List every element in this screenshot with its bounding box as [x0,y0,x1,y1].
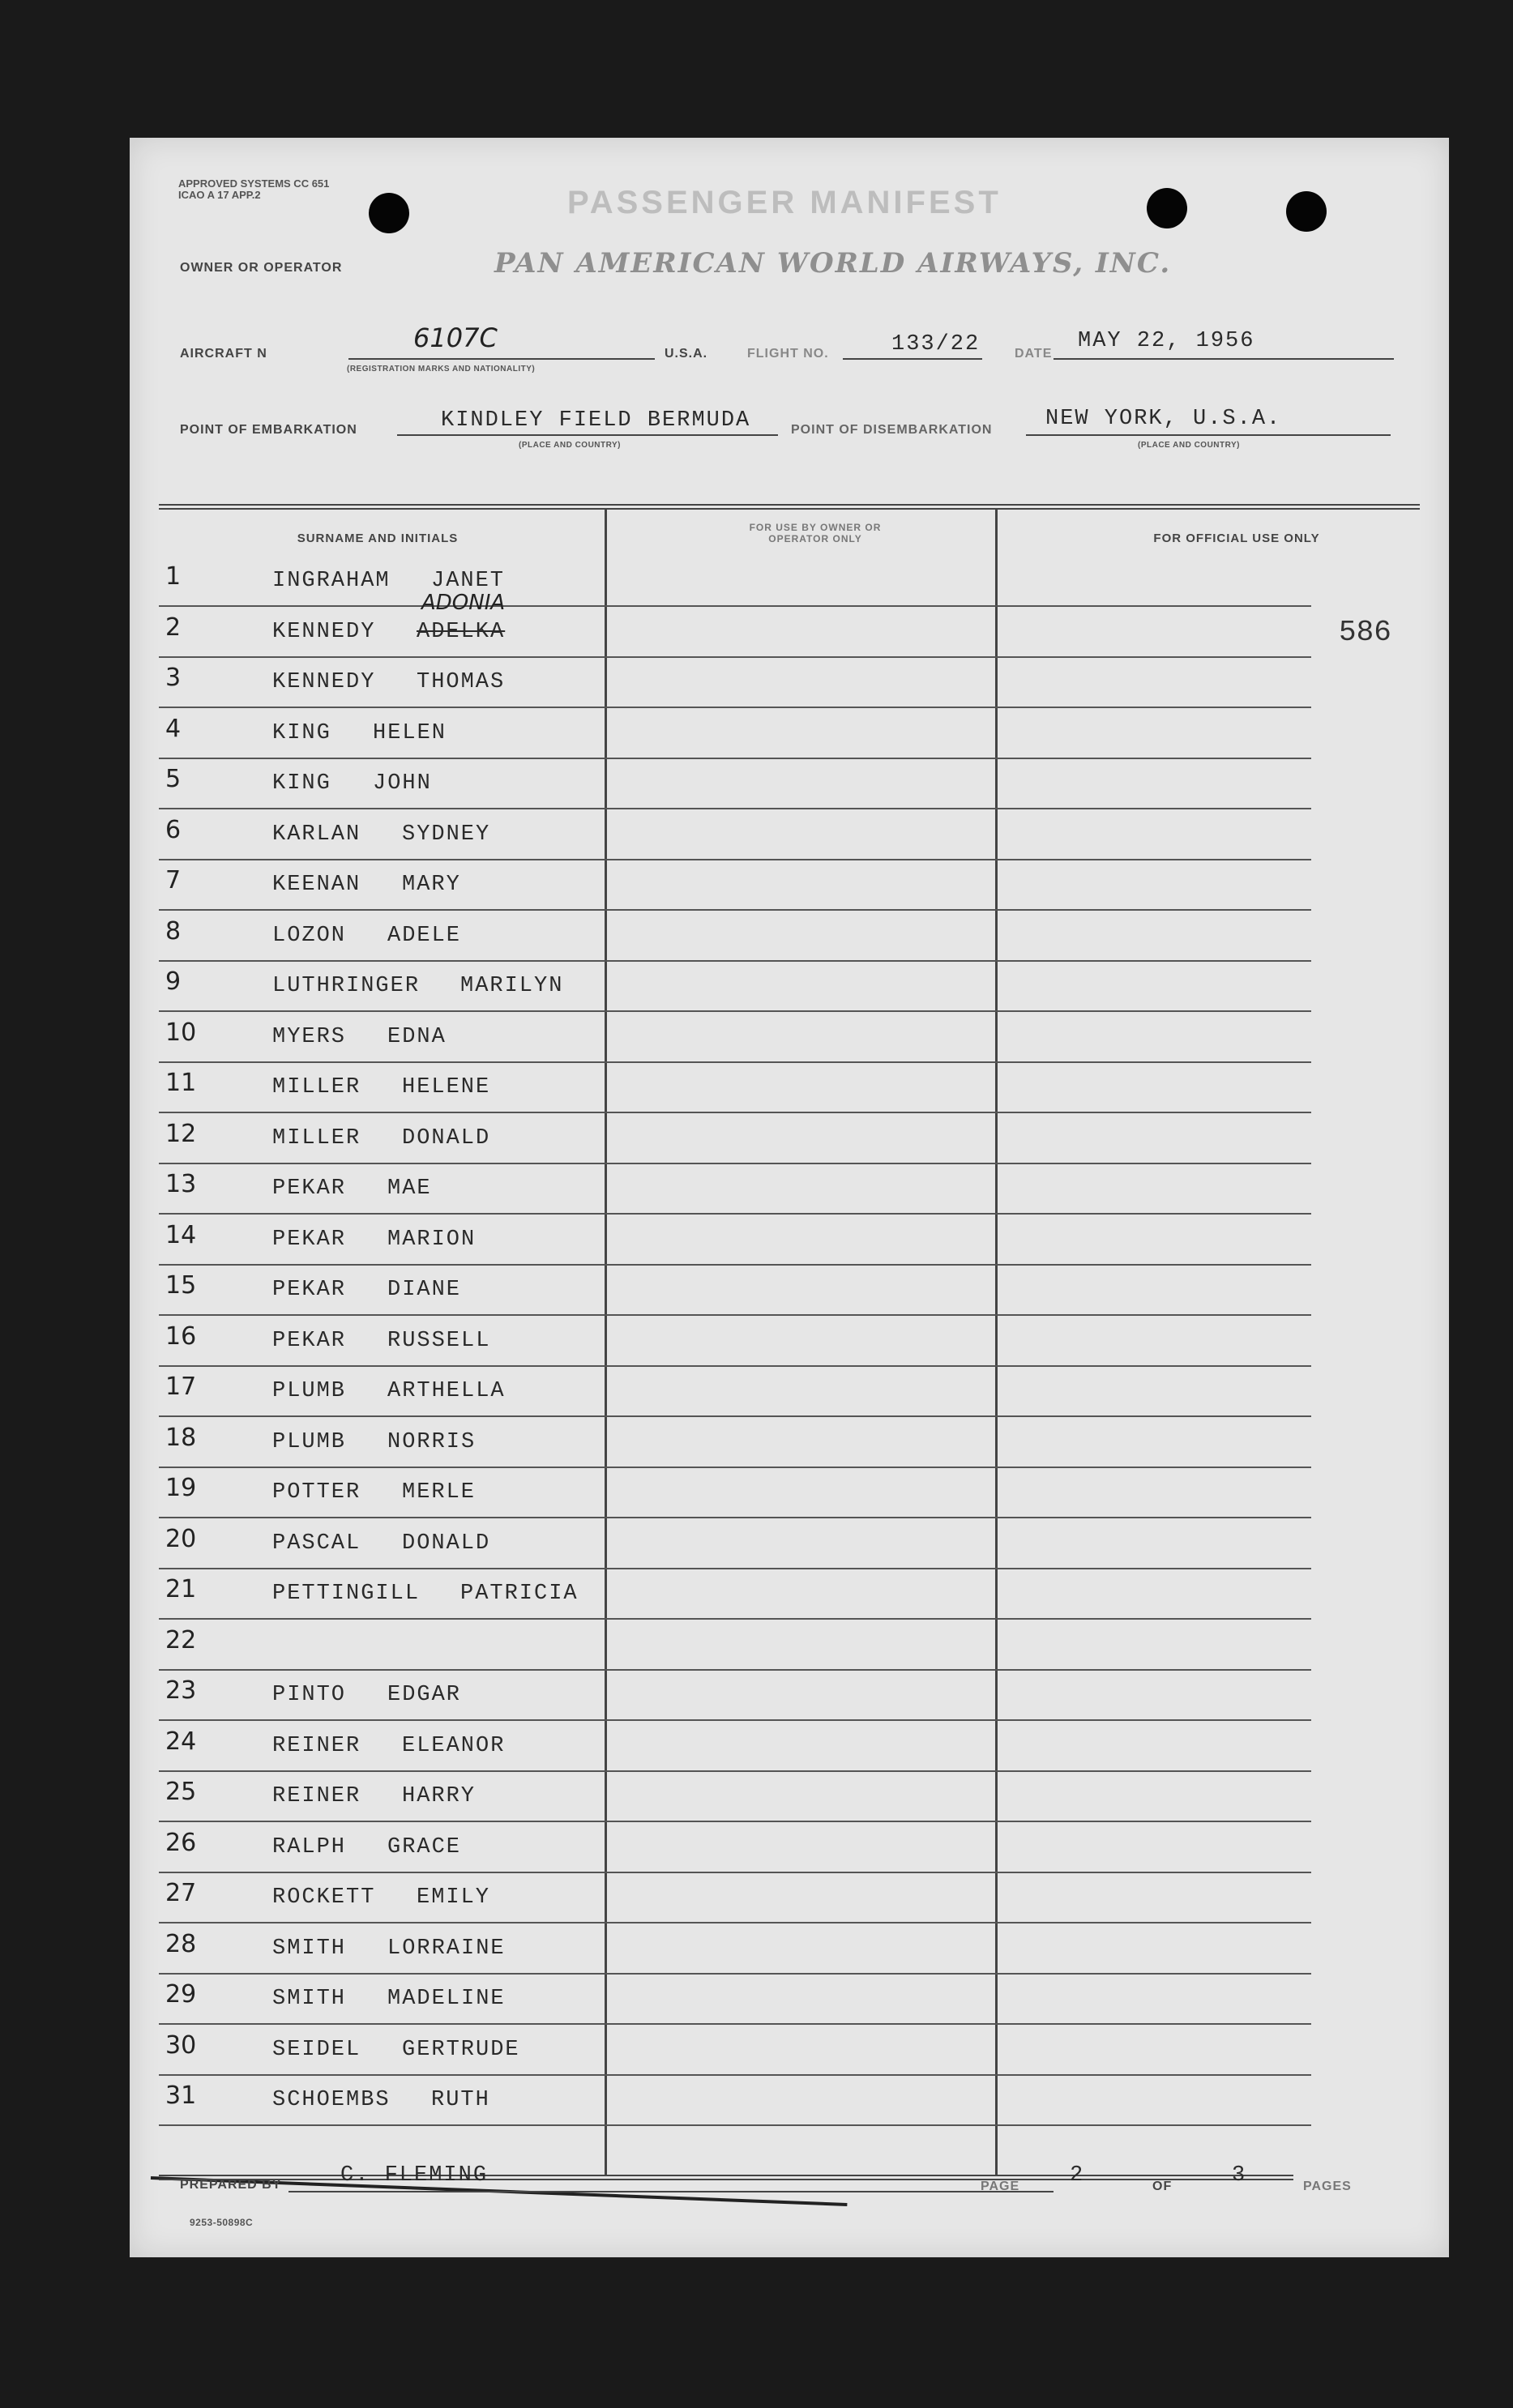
row-rule [159,1618,1311,1620]
row-number: 3 [165,664,182,692]
flight-underline [843,358,982,360]
usa-label: U.S.A. [665,347,708,361]
table-row [159,659,1311,708]
passenger-given-name: EMILY [417,1885,491,1910]
form-code: 9253-50898C [190,2217,254,2228]
page-label: PAGE [981,2180,1020,2193]
passenger-surname: MILLER [272,1125,361,1151]
row-number: 4 [165,714,182,743]
table-row [159,1419,1311,1468]
passenger-surname: POTTER [272,1480,361,1505]
table-row [159,1064,1311,1113]
table-row [159,1773,1311,1822]
passenger-surname: PEKAR [272,1176,347,1201]
column-header-owner: FOR USE BY OWNER OR OPERATOR ONLY [749,522,882,544]
punch-hole-left [369,193,409,233]
page-value: 2 [1070,2163,1085,2188]
passenger-surname: REINER [272,1733,361,1758]
passenger-given-name: DONALD [402,1531,491,1556]
company-name: PAN AMERICAN WORLD AIRWAYS, INC. [494,247,1172,280]
table-row [159,1520,1311,1569]
row-number: 6 [165,815,182,844]
table-row [159,2026,1311,2076]
row-rule [159,2074,1311,2076]
passenger-given-name: MADELINE [387,1987,506,2011]
passenger-surname: KENNEDY [272,619,376,644]
row-number: 2 [165,613,182,642]
table-row [159,811,1311,860]
row-number: 26 [165,1828,197,1857]
embark-caption: (PLACE AND COUNTRY) [519,441,621,450]
date-label: DATE [1015,347,1053,361]
row-number: 21 [165,1575,197,1603]
passenger-surname: PASCAL [272,1531,361,1556]
date-underline [1054,358,1394,360]
passenger-given-name: ADELKA [417,619,506,644]
prepared-value: C. FLEMING [340,2163,489,2188]
row-rule [159,1010,1311,1012]
table-row [159,1216,1311,1266]
row-number: 30 [165,2030,197,2060]
row-rule [159,1770,1311,1772]
passenger-surname: PEKAR [272,1278,347,1302]
aircraft-value: 6107C [413,322,498,353]
row-rule [159,1568,1311,1569]
row-rule [159,1264,1311,1266]
passenger-given-name: JOHN [373,771,432,796]
row-rule [159,1517,1311,1518]
passenger-surname: MILLER [272,1075,361,1099]
passenger-surname: KARLAN [272,822,361,847]
official-number: 586 [1339,616,1391,649]
passenger-surname: SMITH [272,1936,347,1961]
passenger-given-name: MERLE [402,1480,477,1505]
prepared-label: PREPARED BY [180,2178,282,2192]
row-rule [159,1467,1311,1468]
row-rule [159,1922,1311,1923]
row-rule [159,1872,1311,1873]
passenger-given-name: HELENE [402,1075,491,1099]
passenger-surname: PEKAR [272,1328,347,1353]
table-top-rule [159,504,1420,510]
row-rule [159,1719,1311,1721]
passenger-surname: SEIDEL [272,2037,361,2062]
of-label: OF [1152,2180,1173,2193]
row-number: 24 [165,1727,197,1756]
passenger-given-name: ELEANOR [402,1733,506,1758]
passenger-surname: LOZON [272,923,347,948]
passenger-surname: MYERS [272,1024,347,1049]
table-row [159,760,1311,809]
table-row [159,557,1311,607]
table-row [159,710,1311,759]
row-number: 5 [165,765,182,793]
row-number: 1 [165,562,182,591]
row-number: 28 [165,1929,197,1958]
row-rule [159,1973,1311,1975]
row-rule [159,1821,1311,1822]
row-number: 20 [165,1524,197,1553]
table-row [159,1874,1311,1923]
table-bottom-rule [159,2175,1293,2180]
row-number: 27 [165,1879,197,1907]
row-rule [159,1365,1311,1367]
passenger-surname: PLUMB [272,1429,347,1454]
table-row [159,1266,1311,1316]
row-rule [159,1163,1311,1164]
row-rule [159,1314,1311,1316]
passenger-surname: PEKAR [272,1227,347,1252]
passenger-surname: INGRAHAM [272,569,391,593]
passenger-given-name: MAE [387,1176,432,1201]
passenger-surname: SCHOEMBS [272,2088,391,2112]
passenger-surname: SMITH [272,1987,347,2011]
passenger-given-name: SYDNEY [402,822,491,847]
passenger-surname: RALPH [272,1834,347,1859]
passenger-given-name: JANET [431,569,506,593]
row-number: 22 [165,1625,197,1654]
row-rule [159,1213,1311,1215]
disembark-underline [1026,434,1391,436]
row-rule [159,2124,1311,2126]
row-rule [159,1061,1311,1063]
table-row [159,1368,1311,1417]
passenger-surname: LUTHRINGER [272,974,421,998]
table-row [159,1570,1311,1620]
row-rule [159,707,1311,708]
table-row [159,1975,1311,2025]
row-rule [159,1415,1311,1417]
passenger-surname: KEENAN [272,873,361,897]
owner-label: OWNER OR OPERATOR [180,261,343,275]
flight-label: FLIGHT NO. [747,347,829,361]
row-rule [159,1112,1311,1113]
row-number: 12 [165,1119,197,1148]
row-number: 11 [165,1069,197,1097]
manifest-sheet [130,138,1449,2257]
passenger-given-name: HARRY [402,1784,477,1808]
passenger-given-name: PATRICIA [460,1582,579,1606]
passenger-given-name: RUSSELL [387,1328,491,1353]
passenger-given-name: HELEN [373,720,447,745]
column-header-surname: SURNAME AND INITIALS [297,532,459,545]
table-row [159,1469,1311,1518]
flight-value: 133/22 [891,332,981,357]
table-row [159,1115,1311,1164]
table-row [159,1014,1311,1063]
passenger-surname: KING [272,720,331,745]
passenger-given-name: GRACE [387,1834,462,1859]
passenger-given-name: THOMAS [417,670,506,694]
row-number: 13 [165,1170,197,1198]
row-number: 31 [165,2081,197,2110]
row-number: 9 [165,967,182,996]
column-header-official: FOR OFFICIAL USE ONLY [1153,532,1320,545]
passenger-given-name: EDGAR [387,1683,462,1707]
passenger-given-name: DIANE [387,1278,462,1302]
table-row [159,1672,1311,1721]
prepared-underline [288,2191,1054,2192]
passenger-given-name: EDNA [387,1024,447,1049]
table-row [159,912,1311,962]
date-value: MAY 22, 1956 [1078,329,1255,353]
row-rule [159,859,1311,860]
row-number: 19 [165,1474,197,1502]
passenger-surname: PLUMB [272,1379,347,1403]
punch-hole-right-1 [1147,188,1187,228]
row-number: 29 [165,1980,197,2009]
table-row [159,1165,1311,1215]
passenger-given-name: MARILYN [460,974,564,998]
table-row [159,861,1311,911]
table-row [159,1723,1311,1772]
row-number: 15 [165,1271,197,1300]
passenger-given-name: DONALD [402,1125,491,1151]
row-rule [159,605,1311,607]
passenger-given-name: RUTH [431,2088,490,2112]
passenger-surname: REINER [272,1784,361,1808]
row-rule [159,656,1311,658]
passenger-surname: PINTO [272,1683,347,1707]
row-rule [159,960,1311,962]
row-number: 16 [165,1321,197,1351]
row-rule [159,909,1311,911]
row-number: 17 [165,1373,197,1401]
row-rule [159,808,1311,809]
passenger-given-name: ADELE [387,923,462,948]
table-row [159,1621,1311,1671]
passenger-given-name: NORRIS [387,1429,477,1454]
disembark-caption: (PLACE AND COUNTRY) [1138,441,1240,450]
row-number: 8 [165,916,182,946]
row-number: 18 [165,1423,197,1452]
row-number: 10 [165,1018,197,1047]
row-rule [159,758,1311,759]
row-number: 7 [165,866,182,894]
disembark-value: NEW YORK, U.S.A. [1045,407,1282,431]
aircraft-label: AIRCRAFT N [180,347,267,361]
punch-hole-right-2 [1286,191,1327,232]
table-row [159,1925,1311,1975]
handwritten-correction: ADONIA [421,590,506,615]
passenger-given-name: MARY [402,873,461,897]
table-row [159,2077,1311,2126]
passenger-surname: KENNEDY [272,670,376,694]
row-rule [159,2023,1311,2025]
passenger-given-name: LORRAINE [387,1936,506,1961]
passenger-given-name: ARTHELLA [387,1379,506,1403]
embark-label: POINT OF EMBARKATION [180,423,357,437]
row-rule [159,1669,1311,1671]
pages-label: PAGES [1303,2180,1352,2193]
passenger-surname: ROCKETT [272,1885,376,1910]
table-row [159,1317,1311,1367]
table-row [159,963,1311,1012]
row-number: 23 [165,1676,197,1705]
passenger-given-name: GERTRUDE [402,2037,520,2062]
passenger-given-name: MARION [387,1227,477,1252]
embark-underline [397,434,778,436]
disembark-label: POINT OF DISEMBARKATION [791,423,993,437]
aircraft-underline [348,358,655,360]
row-number: 14 [165,1220,197,1249]
registration-caption: (REGISTRATION MARKS AND NATIONALITY) [347,365,536,374]
table-row [159,1824,1311,1873]
page-title: PASSENGER MANIFEST [567,185,1002,220]
passenger-table [159,504,1420,2209]
passenger-surname: PETTINGILL [272,1582,421,1606]
embark-value: KINDLEY FIELD BERMUDA [441,408,751,433]
of-value: 3 [1232,2163,1247,2188]
row-number: 25 [165,1778,197,1806]
table-row [159,590,1311,658]
passenger-surname: KING [272,771,331,796]
approval-stamp: APPROVED SYSTEMS CC 651 ICAO A 17 APP.2 [178,177,330,201]
